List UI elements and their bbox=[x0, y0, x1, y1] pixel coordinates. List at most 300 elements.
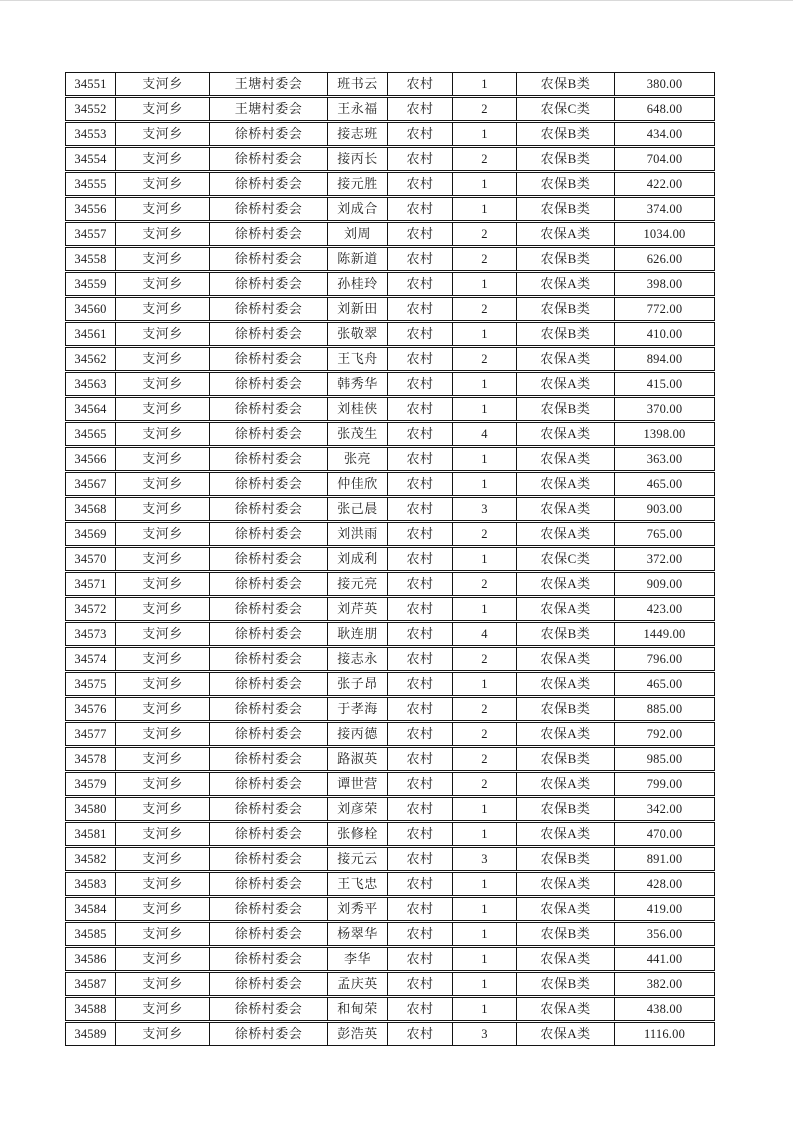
household-type-cell: 农村 bbox=[388, 948, 453, 970]
village-committee-cell: 王塘村委会 bbox=[210, 73, 328, 95]
record-id-cell: 34552 bbox=[66, 98, 116, 120]
township-cell: 支河乡 bbox=[116, 798, 210, 820]
record-id-cell: 34578 bbox=[66, 748, 116, 770]
household-type-cell: 农村 bbox=[388, 598, 453, 620]
household-type-cell: 农村 bbox=[388, 498, 453, 520]
household-type-cell: 农村 bbox=[388, 823, 453, 845]
village-committee-cell: 徐桥村委会 bbox=[210, 723, 328, 745]
person-name-cell: 张己晨 bbox=[328, 498, 388, 520]
table-row bbox=[65, 147, 715, 171]
amount-cell: 423.00 bbox=[646, 602, 683, 616]
household-type-cell: 农村 bbox=[388, 473, 453, 495]
amount-cell: 370.00 bbox=[646, 402, 683, 416]
township-cell: 支河乡 bbox=[116, 248, 210, 270]
amount-cell: 342.00 bbox=[646, 802, 683, 816]
person-count-cell: 1 bbox=[453, 398, 517, 420]
village-committee-cell: 徐桥村委会 bbox=[210, 698, 328, 720]
person-count-cell: 2 bbox=[453, 248, 517, 270]
table-row bbox=[65, 72, 715, 96]
village-committee-cell: 徐桥村委会 bbox=[210, 948, 328, 970]
person-count-cell: 2 bbox=[453, 748, 517, 770]
village-committee-cell: 徐桥村委会 bbox=[210, 873, 328, 895]
person-count-cell: 1 bbox=[453, 798, 517, 820]
record-id-cell: 34559 bbox=[66, 273, 116, 295]
household-type-cell: 农村 bbox=[388, 223, 453, 245]
person-name-cell: 杨翠华 bbox=[328, 923, 388, 945]
person-name-cell: 张茂生 bbox=[328, 423, 388, 445]
household-type-cell: 农村 bbox=[388, 398, 453, 420]
insurance-class-cell: 农保A类 bbox=[517, 1023, 615, 1045]
record-id-cell: 34558 bbox=[66, 248, 116, 270]
insurance-class-cell: 农保B类 bbox=[517, 148, 615, 170]
insurance-class-cell: 农保A类 bbox=[517, 448, 615, 470]
person-name-cell: 陈新道 bbox=[328, 248, 388, 270]
insurance-class-cell: 农保B类 bbox=[517, 923, 615, 945]
table-row bbox=[65, 422, 715, 446]
insurance-class-cell: 农保B类 bbox=[517, 698, 615, 720]
person-name-cell: 刘秀平 bbox=[328, 898, 388, 920]
amount-cell: 415.00 bbox=[646, 377, 683, 391]
person-name-cell: 刘新田 bbox=[328, 298, 388, 320]
amount-cell: 465.00 bbox=[646, 477, 683, 491]
household-type-cell: 农村 bbox=[388, 623, 453, 645]
household-type-cell: 农村 bbox=[388, 648, 453, 670]
table-row bbox=[65, 97, 715, 121]
township-cell: 支河乡 bbox=[116, 1023, 210, 1045]
person-count-cell: 2 bbox=[453, 773, 517, 795]
amount-cell: 419.00 bbox=[646, 902, 683, 916]
table-row bbox=[65, 447, 715, 471]
village-committee-cell: 徐桥村委会 bbox=[210, 298, 328, 320]
insurance-class-cell: 农保A类 bbox=[517, 573, 615, 595]
person-count-cell: 1 bbox=[453, 898, 517, 920]
person-name-cell: 接志班 bbox=[328, 123, 388, 145]
table-row bbox=[65, 1022, 715, 1046]
insurance-class-cell: 农保B类 bbox=[517, 123, 615, 145]
person-name-cell: 刘洪雨 bbox=[328, 523, 388, 545]
village-committee-cell: 徐桥村委会 bbox=[210, 923, 328, 945]
household-type-cell: 农村 bbox=[388, 1023, 453, 1045]
household-type-cell: 农村 bbox=[388, 673, 453, 695]
person-name-cell: 刘桂侠 bbox=[328, 398, 388, 420]
village-committee-cell: 徐桥村委会 bbox=[210, 148, 328, 170]
person-count-cell: 4 bbox=[453, 423, 517, 445]
person-count-cell: 3 bbox=[453, 498, 517, 520]
person-name-cell: 接丙长 bbox=[328, 148, 388, 170]
insurance-class-cell: 农保C类 bbox=[517, 548, 615, 570]
person-count-cell: 1 bbox=[453, 673, 517, 695]
table-row bbox=[65, 472, 715, 496]
household-type-cell: 农村 bbox=[388, 748, 453, 770]
township-cell: 支河乡 bbox=[116, 623, 210, 645]
table-row bbox=[65, 772, 715, 796]
insurance-class-cell: 农保B类 bbox=[517, 298, 615, 320]
amount-cell: 380.00 bbox=[646, 77, 683, 91]
township-cell: 支河乡 bbox=[116, 298, 210, 320]
person-name-cell: 路淑英 bbox=[328, 748, 388, 770]
record-id-cell: 34553 bbox=[66, 123, 116, 145]
village-committee-cell: 徐桥村委会 bbox=[210, 898, 328, 920]
insurance-class-cell: 农保A类 bbox=[517, 473, 615, 495]
amount-cell: 909.00 bbox=[646, 577, 683, 591]
table-row bbox=[65, 722, 715, 746]
person-name-cell: 张亮 bbox=[328, 448, 388, 470]
insurance-class-cell: 农保A类 bbox=[517, 723, 615, 745]
person-name-cell: 接志永 bbox=[328, 648, 388, 670]
page-top-edge-line bbox=[0, 0, 793, 1]
person-count-cell: 1 bbox=[453, 923, 517, 945]
amount-cell: 465.00 bbox=[646, 677, 683, 691]
roster-table bbox=[65, 72, 715, 1046]
person-name-cell: 孟庆英 bbox=[328, 973, 388, 995]
table-row bbox=[65, 597, 715, 621]
township-cell: 支河乡 bbox=[116, 223, 210, 245]
amount-cell: 372.00 bbox=[646, 552, 683, 566]
amount-cell: 398.00 bbox=[646, 277, 683, 291]
township-cell: 支河乡 bbox=[116, 273, 210, 295]
table-row bbox=[65, 572, 715, 596]
village-committee-cell: 徐桥村委会 bbox=[210, 498, 328, 520]
insurance-class-cell: 农保B类 bbox=[517, 198, 615, 220]
township-cell: 支河乡 bbox=[116, 148, 210, 170]
person-name-cell: 刘彦荣 bbox=[328, 798, 388, 820]
village-committee-cell: 徐桥村委会 bbox=[210, 573, 328, 595]
person-name-cell: 张修栓 bbox=[328, 823, 388, 845]
insurance-class-cell: 农保B类 bbox=[517, 323, 615, 345]
table-row bbox=[65, 697, 715, 721]
person-name-cell: 孙桂玲 bbox=[328, 273, 388, 295]
record-id-cell: 34560 bbox=[66, 298, 116, 320]
insurance-class-cell: 农保B类 bbox=[517, 848, 615, 870]
person-count-cell: 2 bbox=[453, 723, 517, 745]
township-cell: 支河乡 bbox=[116, 773, 210, 795]
table-row bbox=[65, 747, 715, 771]
household-type-cell: 农村 bbox=[388, 973, 453, 995]
township-cell: 支河乡 bbox=[116, 698, 210, 720]
household-type-cell: 农村 bbox=[388, 73, 453, 95]
township-cell: 支河乡 bbox=[116, 923, 210, 945]
insurance-class-cell: 农保A类 bbox=[517, 498, 615, 520]
amount-cell: 891.00 bbox=[646, 852, 683, 866]
amount-cell: 704.00 bbox=[646, 152, 683, 166]
amount-cell: 363.00 bbox=[646, 452, 683, 466]
household-type-cell: 农村 bbox=[388, 923, 453, 945]
table-row bbox=[65, 322, 715, 346]
table-row bbox=[65, 872, 715, 896]
village-committee-cell: 徐桥村委会 bbox=[210, 398, 328, 420]
household-type-cell: 农村 bbox=[388, 273, 453, 295]
township-cell: 支河乡 bbox=[116, 198, 210, 220]
record-id-cell: 34556 bbox=[66, 198, 116, 220]
person-count-cell: 1 bbox=[453, 373, 517, 395]
amount-cell: 1398.00 bbox=[643, 427, 686, 441]
person-name-cell: 于孝海 bbox=[328, 698, 388, 720]
township-cell: 支河乡 bbox=[116, 173, 210, 195]
amount-cell: 792.00 bbox=[646, 727, 683, 741]
township-cell: 支河乡 bbox=[116, 573, 210, 595]
person-count-cell: 1 bbox=[453, 448, 517, 470]
person-name-cell: 韩秀华 bbox=[328, 373, 388, 395]
village-committee-cell: 徐桥村委会 bbox=[210, 473, 328, 495]
person-name-cell: 刘成合 bbox=[328, 198, 388, 220]
insurance-class-cell: 农保A类 bbox=[517, 823, 615, 845]
person-count-cell: 3 bbox=[453, 1023, 517, 1045]
village-committee-cell: 徐桥村委会 bbox=[210, 823, 328, 845]
person-count-cell: 2 bbox=[453, 298, 517, 320]
person-count-cell: 2 bbox=[453, 348, 517, 370]
insurance-class-cell: 农保B类 bbox=[517, 173, 615, 195]
person-name-cell: 耿连朋 bbox=[328, 623, 388, 645]
township-cell: 支河乡 bbox=[116, 548, 210, 570]
township-cell: 支河乡 bbox=[116, 948, 210, 970]
record-id-cell: 34576 bbox=[66, 698, 116, 720]
household-type-cell: 农村 bbox=[388, 423, 453, 445]
township-cell: 支河乡 bbox=[116, 123, 210, 145]
person-name-cell: 接丙德 bbox=[328, 723, 388, 745]
household-type-cell: 农村 bbox=[388, 573, 453, 595]
table-row bbox=[65, 122, 715, 146]
table-row bbox=[65, 922, 715, 946]
person-name-cell: 仲佳欣 bbox=[328, 473, 388, 495]
insurance-class-cell: 农保B类 bbox=[517, 248, 615, 270]
household-type-cell: 农村 bbox=[388, 848, 453, 870]
person-count-cell: 2 bbox=[453, 648, 517, 670]
amount-cell: 382.00 bbox=[646, 977, 683, 991]
amount-cell: 626.00 bbox=[646, 252, 683, 266]
person-name-cell: 王飞舟 bbox=[328, 348, 388, 370]
person-name-cell: 李华 bbox=[328, 948, 388, 970]
township-cell: 支河乡 bbox=[116, 373, 210, 395]
household-type-cell: 农村 bbox=[388, 298, 453, 320]
village-committee-cell: 徐桥村委会 bbox=[210, 648, 328, 670]
table-row bbox=[65, 272, 715, 296]
township-cell: 支河乡 bbox=[116, 423, 210, 445]
person-name-cell: 刘周 bbox=[328, 223, 388, 245]
amount-cell: 438.00 bbox=[646, 1002, 683, 1016]
township-cell: 支河乡 bbox=[116, 498, 210, 520]
table-row bbox=[65, 672, 715, 696]
township-cell: 支河乡 bbox=[116, 98, 210, 120]
insurance-class-cell: 农保C类 bbox=[517, 98, 615, 120]
person-name-cell: 刘成利 bbox=[328, 548, 388, 570]
insurance-class-cell: 农保A类 bbox=[517, 898, 615, 920]
insurance-class-cell: 农保B类 bbox=[517, 73, 615, 95]
person-count-cell: 1 bbox=[453, 548, 517, 570]
household-type-cell: 农村 bbox=[388, 898, 453, 920]
person-name-cell: 刘芹英 bbox=[328, 598, 388, 620]
household-type-cell: 农村 bbox=[388, 798, 453, 820]
person-count-cell: 2 bbox=[453, 148, 517, 170]
township-cell: 支河乡 bbox=[116, 323, 210, 345]
township-cell: 支河乡 bbox=[116, 398, 210, 420]
record-id-cell: 34555 bbox=[66, 173, 116, 195]
person-count-cell: 2 bbox=[453, 698, 517, 720]
village-committee-cell: 徐桥村委会 bbox=[210, 123, 328, 145]
township-cell: 支河乡 bbox=[116, 673, 210, 695]
table-row bbox=[65, 497, 715, 521]
record-id-cell: 34580 bbox=[66, 798, 116, 820]
amount-cell: 885.00 bbox=[646, 702, 683, 716]
village-committee-cell: 徐桥村委会 bbox=[210, 323, 328, 345]
township-cell: 支河乡 bbox=[116, 648, 210, 670]
township-cell: 支河乡 bbox=[116, 748, 210, 770]
table-row bbox=[65, 372, 715, 396]
village-committee-cell: 徐桥村委会 bbox=[210, 198, 328, 220]
insurance-class-cell: 农保A类 bbox=[517, 373, 615, 395]
village-committee-cell: 徐桥村委会 bbox=[210, 448, 328, 470]
township-cell: 支河乡 bbox=[116, 348, 210, 370]
record-id-cell: 34572 bbox=[66, 598, 116, 620]
record-id-cell: 34585 bbox=[66, 923, 116, 945]
record-id-cell: 34586 bbox=[66, 948, 116, 970]
township-cell: 支河乡 bbox=[116, 598, 210, 620]
amount-cell: 985.00 bbox=[646, 752, 683, 766]
person-count-cell: 1 bbox=[453, 873, 517, 895]
person-count-cell: 2 bbox=[453, 573, 517, 595]
record-id-cell: 34569 bbox=[66, 523, 116, 545]
record-id-cell: 34579 bbox=[66, 773, 116, 795]
village-committee-cell: 徐桥村委会 bbox=[210, 598, 328, 620]
township-cell: 支河乡 bbox=[116, 898, 210, 920]
village-committee-cell: 徐桥村委会 bbox=[210, 673, 328, 695]
household-type-cell: 农村 bbox=[388, 523, 453, 545]
person-name-cell: 张子昂 bbox=[328, 673, 388, 695]
insurance-class-cell: 农保B类 bbox=[517, 623, 615, 645]
record-id-cell: 34554 bbox=[66, 148, 116, 170]
table-row bbox=[65, 847, 715, 871]
record-id-cell: 34587 bbox=[66, 973, 116, 995]
person-count-cell: 1 bbox=[453, 73, 517, 95]
village-committee-cell: 徐桥村委会 bbox=[210, 523, 328, 545]
table-row bbox=[65, 172, 715, 196]
village-committee-cell: 徐桥村委会 bbox=[210, 223, 328, 245]
household-type-cell: 农村 bbox=[388, 198, 453, 220]
table-row bbox=[65, 222, 715, 246]
insurance-class-cell: 农保A类 bbox=[517, 598, 615, 620]
table-row bbox=[65, 547, 715, 571]
amount-cell: 1449.00 bbox=[643, 627, 686, 641]
table-row bbox=[65, 947, 715, 971]
person-name-cell: 接元胜 bbox=[328, 173, 388, 195]
record-id-cell: 34581 bbox=[66, 823, 116, 845]
record-id-cell: 34589 bbox=[66, 1023, 116, 1045]
record-id-cell: 34571 bbox=[66, 573, 116, 595]
amount-cell: 356.00 bbox=[646, 927, 683, 941]
township-cell: 支河乡 bbox=[116, 823, 210, 845]
township-cell: 支河乡 bbox=[116, 873, 210, 895]
person-count-cell: 2 bbox=[453, 223, 517, 245]
insurance-class-cell: 农保A类 bbox=[517, 998, 615, 1020]
amount-cell: 1034.00 bbox=[643, 227, 686, 241]
village-committee-cell: 徐桥村委会 bbox=[210, 848, 328, 870]
table-row bbox=[65, 647, 715, 671]
village-committee-cell: 徐桥村委会 bbox=[210, 548, 328, 570]
record-id-cell: 34577 bbox=[66, 723, 116, 745]
person-count-cell: 4 bbox=[453, 623, 517, 645]
amount-cell: 410.00 bbox=[646, 327, 683, 341]
township-cell: 支河乡 bbox=[116, 723, 210, 745]
record-id-cell: 34584 bbox=[66, 898, 116, 920]
table-row bbox=[65, 997, 715, 1021]
person-count-cell: 2 bbox=[453, 523, 517, 545]
insurance-class-cell: 农保B类 bbox=[517, 748, 615, 770]
table-row bbox=[65, 522, 715, 546]
person-count-cell: 1 bbox=[453, 273, 517, 295]
person-count-cell: 1 bbox=[453, 173, 517, 195]
amount-cell: 894.00 bbox=[646, 352, 683, 366]
amount-cell: 903.00 bbox=[646, 502, 683, 516]
insurance-class-cell: 农保A类 bbox=[517, 423, 615, 445]
person-name-cell: 王飞忠 bbox=[328, 873, 388, 895]
person-count-cell: 1 bbox=[453, 323, 517, 345]
record-id-cell: 34582 bbox=[66, 848, 116, 870]
township-cell: 支河乡 bbox=[116, 523, 210, 545]
record-id-cell: 34551 bbox=[66, 73, 116, 95]
township-cell: 支河乡 bbox=[116, 848, 210, 870]
amount-cell: 470.00 bbox=[646, 827, 683, 841]
insurance-class-cell: 农保B类 bbox=[517, 798, 615, 820]
table-row bbox=[65, 297, 715, 321]
amount-cell: 1116.00 bbox=[643, 1027, 686, 1041]
record-id-cell: 34557 bbox=[66, 223, 116, 245]
village-committee-cell: 徐桥村委会 bbox=[210, 973, 328, 995]
household-type-cell: 农村 bbox=[388, 348, 453, 370]
amount-cell: 772.00 bbox=[646, 302, 683, 316]
person-count-cell: 1 bbox=[453, 598, 517, 620]
village-committee-cell: 徐桥村委会 bbox=[210, 798, 328, 820]
person-count-cell: 1 bbox=[453, 823, 517, 845]
insurance-class-cell: 农保A类 bbox=[517, 673, 615, 695]
village-committee-cell: 徐桥村委会 bbox=[210, 273, 328, 295]
record-id-cell: 34568 bbox=[66, 498, 116, 520]
household-type-cell: 农村 bbox=[388, 548, 453, 570]
person-name-cell: 彭浩英 bbox=[328, 1023, 388, 1045]
insurance-class-cell: 农保A类 bbox=[517, 523, 615, 545]
household-type-cell: 农村 bbox=[388, 173, 453, 195]
household-type-cell: 农村 bbox=[388, 148, 453, 170]
township-cell: 支河乡 bbox=[116, 998, 210, 1020]
village-committee-cell: 徐桥村委会 bbox=[210, 1023, 328, 1045]
village-committee-cell: 徐桥村委会 bbox=[210, 373, 328, 395]
insurance-class-cell: 农保A类 bbox=[517, 648, 615, 670]
insurance-class-cell: 农保B类 bbox=[517, 973, 615, 995]
person-name-cell: 张敬翠 bbox=[328, 323, 388, 345]
record-id-cell: 34566 bbox=[66, 448, 116, 470]
table-row bbox=[65, 347, 715, 371]
insurance-class-cell: 农保A类 bbox=[517, 948, 615, 970]
record-id-cell: 34575 bbox=[66, 673, 116, 695]
table-row bbox=[65, 822, 715, 846]
household-type-cell: 农村 bbox=[388, 123, 453, 145]
household-type-cell: 农村 bbox=[388, 448, 453, 470]
table-row bbox=[65, 397, 715, 421]
amount-cell: 441.00 bbox=[646, 952, 683, 966]
person-name-cell: 接元亮 bbox=[328, 573, 388, 595]
insurance-class-cell: 农保A类 bbox=[517, 873, 615, 895]
person-name-cell: 王永福 bbox=[328, 98, 388, 120]
person-name-cell: 谭世营 bbox=[328, 773, 388, 795]
person-name-cell: 班书云 bbox=[328, 73, 388, 95]
record-id-cell: 34564 bbox=[66, 398, 116, 420]
insurance-class-cell: 农保A类 bbox=[517, 273, 615, 295]
amount-cell: 374.00 bbox=[646, 202, 683, 216]
record-id-cell: 34565 bbox=[66, 423, 116, 445]
record-id-cell: 34567 bbox=[66, 473, 116, 495]
amount-cell: 648.00 bbox=[646, 102, 683, 116]
household-type-cell: 农村 bbox=[388, 998, 453, 1020]
record-id-cell: 34573 bbox=[66, 623, 116, 645]
amount-cell: 428.00 bbox=[646, 877, 683, 891]
